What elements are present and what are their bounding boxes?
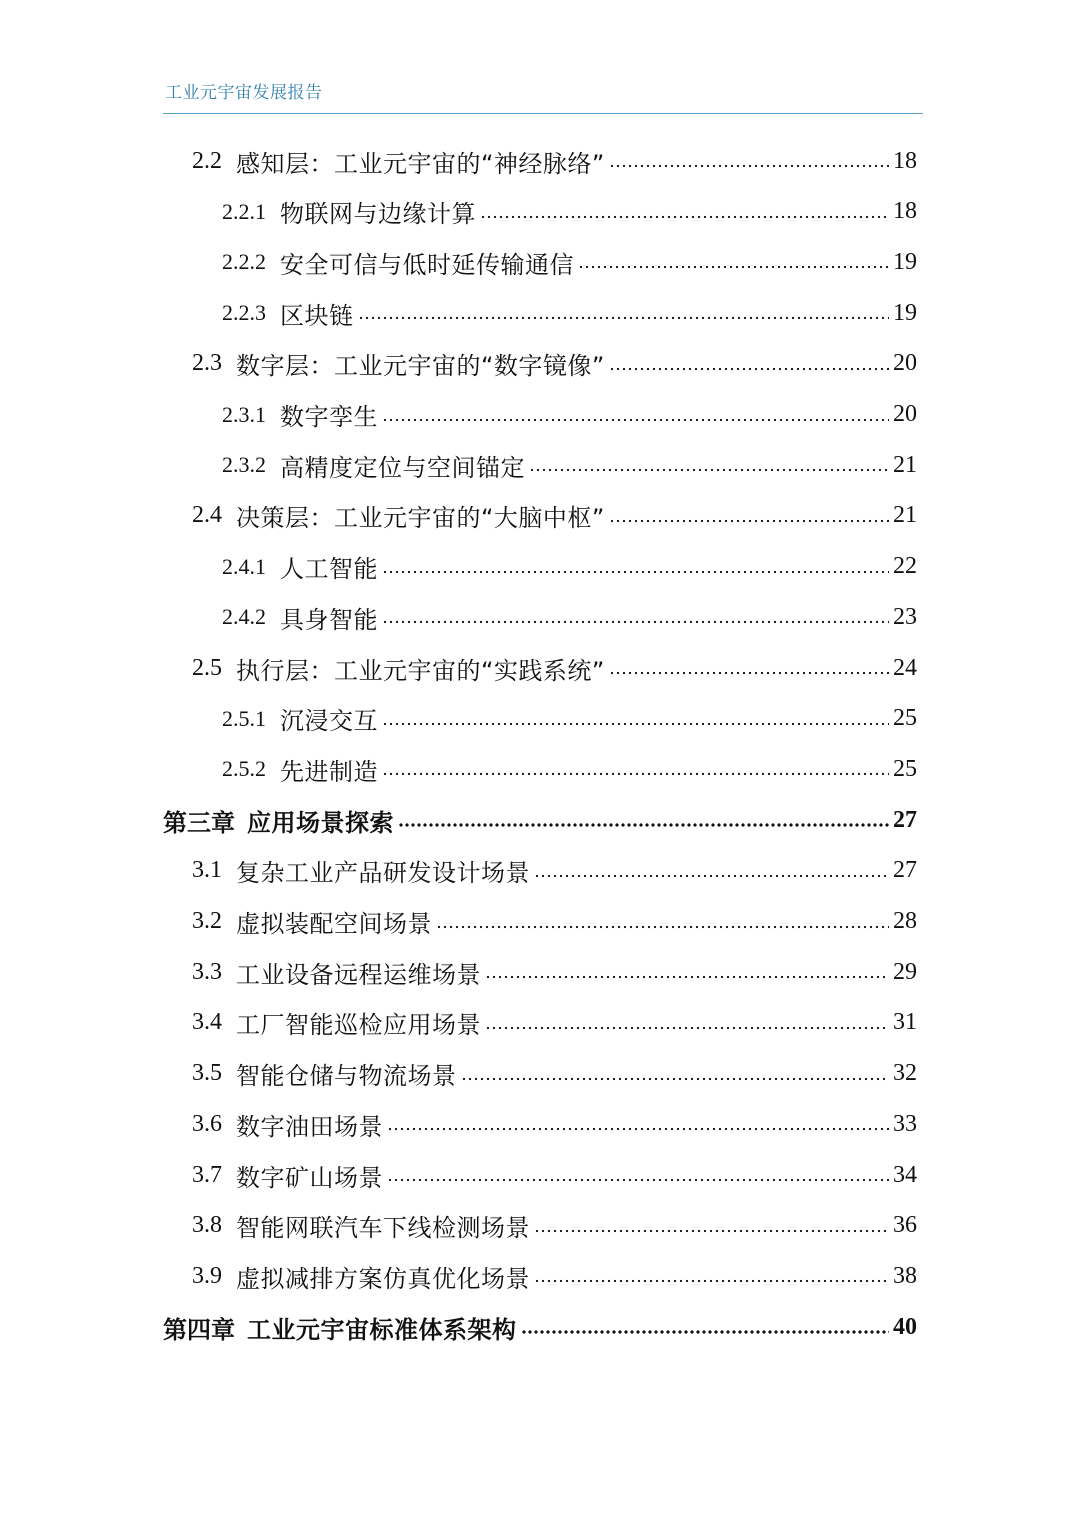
- toc-entry-number: 2.4.2: [222, 604, 266, 630]
- toc-entry-number: 2.4.1: [222, 553, 266, 579]
- toc-dot-leader: [534, 1276, 889, 1286]
- toc-dot-leader: [398, 820, 889, 830]
- toc-entry-section[interactable]: [192, 901, 917, 943]
- toc-entry-number: 3.7: [192, 1161, 222, 1188]
- toc-page-number: 40: [893, 1313, 917, 1340]
- toc-entry-section[interactable]: [192, 1103, 917, 1145]
- toc-entry-title: 区块链: [280, 301, 354, 330]
- toc-dot-leader: [609, 668, 889, 678]
- toc-dot-leader: [480, 212, 889, 222]
- toc-dot-leader: [387, 1124, 889, 1134]
- toc-dot-leader: [578, 262, 889, 272]
- toc-dot-leader: [609, 516, 889, 526]
- toc-page-number: 28: [893, 908, 917, 934]
- toc-entry-title: 数字层：工业元宇宙的“数字镜像”: [236, 352, 605, 381]
- toc-entry-section[interactable]: [192, 850, 917, 892]
- toc-entry-title: 工业元宇宙标准体系架构: [247, 1315, 517, 1344]
- toc-page-number: 21: [893, 451, 917, 478]
- toc-entry-sub[interactable]: [222, 748, 917, 790]
- toc-entry-section[interactable]: [192, 1053, 917, 1095]
- toc-entry-number: 3.8: [192, 1212, 222, 1239]
- toc-dot-leader: [461, 1074, 890, 1084]
- toc-entry-number: 3.2: [192, 908, 222, 934]
- toc-entry-section[interactable]: [192, 495, 917, 537]
- toc-entry-number: 3.1: [192, 857, 222, 884]
- toc-page-number: 34: [893, 1161, 917, 1188]
- toc-entry-sub[interactable]: [222, 292, 917, 334]
- toc-entry-title: 工业设备远程运维场景: [236, 960, 481, 989]
- toc-entry-number: 2.3.2: [222, 452, 266, 478]
- toc-entry-title: 物联网与边缘计算: [280, 200, 476, 229]
- toc-entry-chapter[interactable]: [163, 1306, 917, 1348]
- toc-dot-leader: [382, 617, 889, 627]
- toc-entry-chapter[interactable]: [163, 799, 917, 841]
- toc-entry-number: 第四章: [163, 1315, 235, 1344]
- toc-dot-leader: [485, 1023, 889, 1033]
- toc-page-number: 31: [893, 1009, 917, 1036]
- toc-entry-title: 数字油田场景: [236, 1112, 383, 1141]
- toc-page-number: 36: [893, 1212, 917, 1239]
- toc-entry-section[interactable]: [192, 647, 917, 689]
- toc-entry-sub[interactable]: [222, 394, 917, 436]
- toc-entry-section[interactable]: [192, 343, 917, 385]
- toc-dot-leader: [609, 161, 889, 171]
- toc-dot-leader: [609, 364, 889, 374]
- toc-entry-number: 2.2.2: [222, 249, 266, 275]
- toc-page-number: 32: [893, 1060, 917, 1087]
- toc-page-number: 29: [893, 958, 917, 985]
- toc-page-number: 22: [893, 553, 917, 580]
- toc-page-number: 21: [893, 502, 917, 529]
- toc-page-number: 20: [893, 401, 917, 427]
- toc-page-number: 25: [893, 755, 917, 782]
- toc-entry-title: 智能仓储与物流场景: [236, 1062, 457, 1091]
- toc-entry-title: 虚拟减排方案仿真优化场景: [236, 1264, 530, 1293]
- toc-page-number: 23: [893, 603, 917, 630]
- toc-entry-title: 虚拟装配空间场景: [236, 910, 432, 938]
- toc-page-number: 20: [893, 350, 917, 377]
- toc-page-number: 27: [893, 857, 917, 884]
- toc-page-number: 38: [893, 1262, 917, 1289]
- running-header-title: 工业元宇宙发展报告: [165, 83, 323, 103]
- toc-dot-leader: [382, 567, 889, 577]
- toc-entry-title: 人工智能: [280, 555, 378, 584]
- toc-dot-leader: [382, 415, 889, 425]
- toc-entry-title: 具身智能: [280, 605, 378, 634]
- toc-entry-number: 2.5: [192, 654, 222, 681]
- toc-entry-section[interactable]: [192, 1154, 917, 1196]
- toc-entry-title: 沉浸交互: [280, 707, 378, 736]
- toc-page-number: 27: [893, 806, 917, 833]
- toc-entry-number: 3.6: [192, 1110, 222, 1137]
- toc-entry-title: 感知层：工业元宇宙的“神经脉络”: [236, 149, 605, 178]
- toc-dot-leader: [436, 922, 889, 932]
- toc-page-number: 18: [893, 147, 917, 174]
- toc-page-number: 24: [893, 654, 917, 681]
- toc-dot-leader: [358, 313, 890, 323]
- header-divider: [163, 113, 923, 114]
- toc-entry-number: 3.3: [192, 958, 222, 985]
- toc-entry-title: 安全可信与低时延传输通信: [280, 250, 574, 279]
- toc-dot-leader: [521, 1327, 890, 1337]
- toc-page-number: 19: [893, 299, 917, 326]
- toc-entry-section[interactable]: [192, 1205, 917, 1247]
- toc-entry-title: 数字矿山场景: [236, 1163, 383, 1192]
- toc-entry-section[interactable]: [192, 951, 917, 993]
- toc-entry-sub[interactable]: [222, 191, 917, 233]
- toc-entry-number: 3.5: [192, 1060, 222, 1087]
- toc-entry-number: 3.9: [192, 1262, 222, 1289]
- toc-entry-number: 2.4: [192, 502, 222, 529]
- toc-page-number: 18: [893, 198, 917, 225]
- toc-entry-sub[interactable]: [222, 596, 917, 638]
- toc-entry-title: 应用场景探索: [247, 808, 394, 837]
- toc-entry-number: 2.2.3: [222, 300, 266, 326]
- toc-dot-leader: [387, 1175, 889, 1185]
- toc-dot-leader: [485, 972, 889, 982]
- toc-entry-sub[interactable]: [222, 546, 917, 588]
- toc-page-number: 19: [893, 248, 917, 275]
- toc-entry-number: 2.3: [192, 350, 222, 377]
- toc-entry-title: 先进制造: [280, 757, 378, 786]
- toc-entry-title: 数字孪生: [280, 403, 378, 431]
- toc-entry-title: 复杂工业产品研发设计场景: [236, 859, 530, 888]
- toc-entry-number: 2.3.1: [222, 401, 266, 427]
- toc-dot-leader: [529, 465, 889, 475]
- toc-dot-leader: [534, 871, 889, 881]
- toc-entry-title: 高精度定位与空间锚定: [280, 453, 525, 482]
- toc-entry-sub[interactable]: [222, 444, 917, 486]
- toc-entry-number: 2.5.1: [222, 705, 266, 731]
- toc-entry-number: 2.2: [192, 147, 222, 174]
- toc-entry-title: 工厂智能巡检应用场景: [236, 1011, 481, 1040]
- toc-entry-title: 决策层：工业元宇宙的“大脑中枢”: [236, 504, 605, 533]
- toc-entry-section[interactable]: [192, 1002, 917, 1044]
- toc-entry-number: 第三章: [163, 808, 235, 837]
- toc-page-number: 33: [893, 1110, 917, 1137]
- toc-entry-section[interactable]: [192, 1255, 917, 1297]
- toc-page-number: 25: [893, 705, 917, 732]
- toc-entry-sub[interactable]: [222, 241, 917, 283]
- toc-entry-title: 执行层：工业元宇宙的“实践系统”: [236, 656, 605, 685]
- toc-entry-number: 2.2.1: [222, 198, 266, 224]
- toc-dot-leader: [382, 769, 889, 779]
- toc-entry-sub[interactable]: [222, 698, 917, 740]
- toc-entry-title: 智能网联汽车下线检测场景: [236, 1214, 530, 1243]
- toc-entry-section[interactable]: [192, 140, 917, 182]
- toc-entry-number: 3.4: [192, 1009, 222, 1036]
- toc-entry-number: 2.5.2: [222, 756, 266, 782]
- toc-dot-leader: [382, 719, 889, 729]
- toc-dot-leader: [534, 1226, 889, 1236]
